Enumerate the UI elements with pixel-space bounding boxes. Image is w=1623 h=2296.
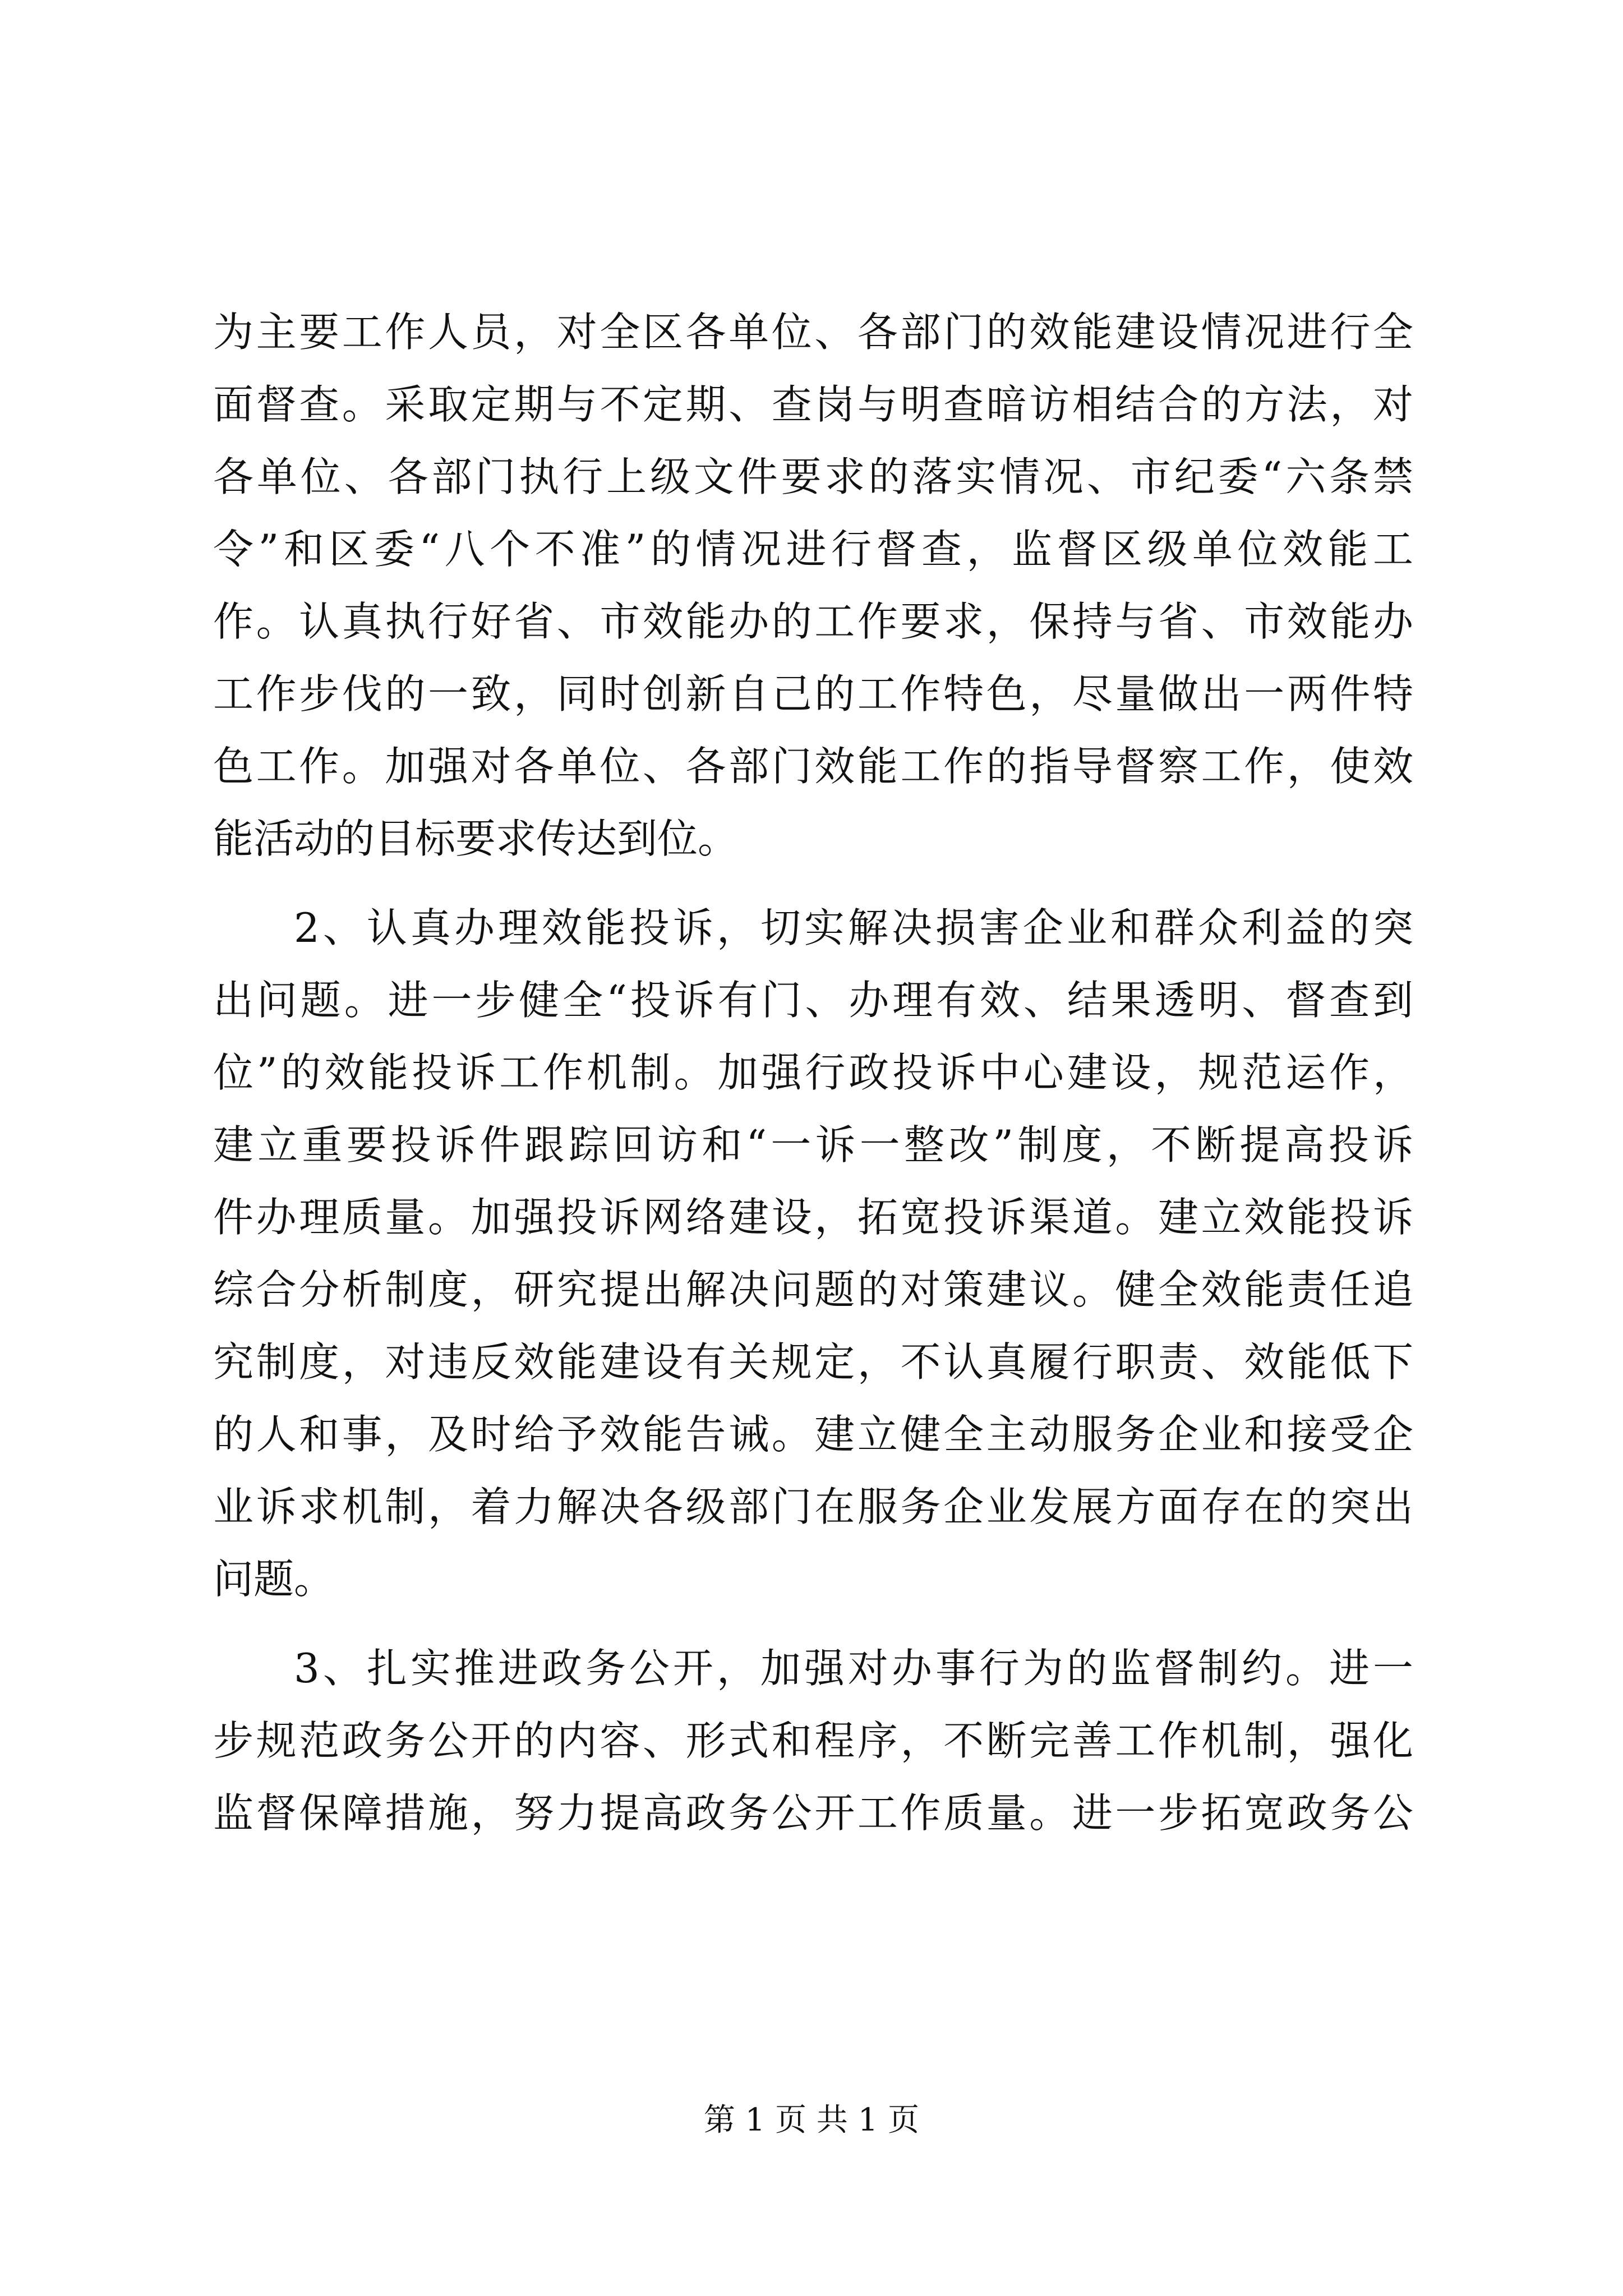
text-line: 工作步伐的一致，同时创新自己的工作特色，尽量做出一两件特 [213,670,1413,717]
text-line: 面督查。采取定期与不定期、查岗与明查暗访相结合的方法，对 [213,381,1413,428]
text-line: 位”的效能投诉工作机制。加强行政投诉中心建设，规范运作， [213,1049,1413,1096]
text-line: 综合分析制度，研究提出解决问题的对策建议。健全效能责任追 [213,1266,1413,1313]
paragraph-2 [213,892,1413,1616]
text-line: 建立重要投诉件跟踪回访和“一诉一整改”制度，不断提高投诉 [213,1121,1413,1168]
text-line: 各单位、各部门执行上级文件要求的落实情况、市纪委“六条禁 [213,453,1413,500]
text-line: 步规范政务公开的内容、形式和程序，不断完善工作机制，强化 [213,1717,1413,1764]
page-footer [0,2101,1623,2140]
text-line: 问题。 [213,1556,335,1603]
text-line: 出问题。进一步健全“投诉有门、办理有效、结果透明、督查到 [213,977,1413,1024]
text-line: 业诉求机制，着力解决各级部门在服务企业发展方面存在的突出 [213,1483,1413,1530]
text-line: 3、扎实推进政务公开，加强对办事行为的监督制约。进一 [294,1645,1413,1692]
text-line: 色工作。加强对各单位、各部门效能工作的指导督察工作，使效 [213,743,1413,790]
text-line: 件办理质量。加强投诉网络建设，拓宽投诉渠道。建立效能投诉 [213,1194,1413,1241]
paragraph-3 [213,1632,1413,1849]
text-line: 究制度，对违反效能建设有关规定，不认真履行职责、效能低下 [213,1338,1413,1386]
document-body [213,296,1413,1849]
text-line: 的人和事，及时给予效能告诫。建立健全主动服务企业和接受企 [213,1411,1413,1458]
paragraph-1 [213,296,1413,875]
text-line: 作。认真执行好省、市效能办的工作要求，保持与省、市效能办 [213,598,1413,645]
text-line: 令”和区委“八个不准”的情况进行督查，监督区级单位效能工 [213,526,1413,573]
page-number-label: 第 1 页 共 1 页 [703,2102,920,2138]
text-line: 监督保障措施，努力提高政务公开工作质量。进一步拓宽政务公 [213,1789,1413,1837]
text-line: 能活动的目标要求传达到位。 [213,815,739,862]
text-line: 为主要工作人员，对全区各单位、各部门的效能建设情况进行全 [213,309,1413,356]
text-line: 2、认真办理效能投诉，切实解决损害企业和群众利益的突 [294,904,1413,951]
